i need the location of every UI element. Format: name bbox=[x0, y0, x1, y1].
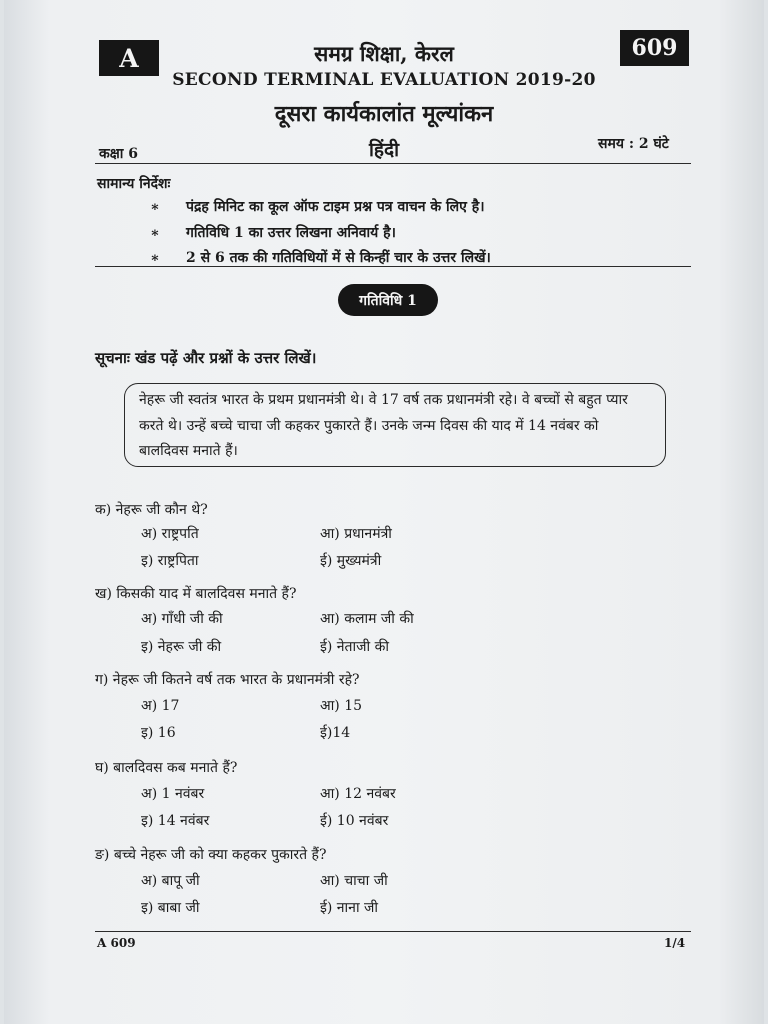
answer-option: ई) मुख्यमंत्री bbox=[320, 553, 382, 569]
question-text: घ) बालदिवस कब मनाते हैं? bbox=[95, 760, 238, 776]
answer-option: अ) राष्ट्रपति bbox=[141, 526, 199, 542]
question-text: ख) किसकी याद में बालदिवस मनाते हैं? bbox=[95, 586, 297, 602]
answer-option: ई) नेताजी की bbox=[320, 639, 390, 655]
answer-option: इ) 14 नवंबर bbox=[141, 813, 210, 829]
paper-code: 609 bbox=[620, 30, 689, 66]
notice-text: सूचनाः खंड पढ़ें और प्रश्नों के उत्तर लिखें। bbox=[95, 349, 317, 367]
class-label: कक्षा 6 bbox=[99, 146, 139, 162]
answer-option: ई)14 bbox=[320, 725, 351, 741]
bullet-icon: ∗ bbox=[150, 225, 160, 241]
answer-option: आ) कलाम जी की bbox=[320, 611, 414, 627]
answer-option: आ) 15 bbox=[320, 698, 363, 714]
header-divider bbox=[95, 163, 691, 164]
exam-title-hindi: दूसरा कार्यकालांत मूल्यांकन bbox=[274, 101, 494, 127]
set-label: A bbox=[99, 40, 159, 76]
footer-divider bbox=[95, 931, 691, 932]
instructions-divider bbox=[95, 266, 691, 267]
page-number: 1/4 bbox=[664, 936, 686, 950]
passage-box: नेहरू जी स्वतंत्र भारत के प्रथम प्रधानमंत्री थे। वे 17 वर्ष तक प्रधानमंत्री रहे। वे बच्चों से बहुत प्यार करते थे। उन्हें बच्चे चाचा जी कहकर पुकारते हैं। उनके जन्म दिवस की याद में 14 नवंबर को बालदिवस मनाते हैं। bbox=[124, 383, 666, 467]
answer-option: इ) बाबा जी bbox=[141, 900, 200, 916]
answer-option: इ) 16 bbox=[141, 725, 176, 741]
answer-option: आ) चाचा जी bbox=[320, 873, 388, 889]
answer-option: इ) नेहरू जी की bbox=[141, 639, 222, 655]
answer-option: ई) 10 नवंबर bbox=[320, 813, 389, 829]
question-text: ग) नेहरू जी कितने वर्ष तक भारत के प्रधानमंत्री रहे? bbox=[95, 672, 360, 688]
exam-title-english: SECOND TERMINAL EVALUATION 2019-20 bbox=[172, 70, 596, 90]
question-text: ङ) बच्चे नेहरू जी को क्या कहकर पुकारते हैं? bbox=[95, 847, 327, 863]
question-text: क) नेहरू जी कौन थे? bbox=[95, 502, 208, 518]
answer-option: अ) बापू जी bbox=[141, 873, 200, 889]
answer-option: अ) 17 bbox=[141, 698, 180, 714]
subject-title: हिंदी bbox=[368, 139, 400, 161]
footer-code: A 609 bbox=[97, 936, 136, 950]
bullet-icon: ∗ bbox=[150, 199, 160, 215]
answer-option: आ) प्रधानमंत्री bbox=[320, 526, 392, 542]
activity-label: गतिविधि 1 bbox=[338, 284, 438, 316]
bullet-icon: ∗ bbox=[150, 250, 160, 266]
instruction-item: ∗ 2 से 6 तक की गतिविधियों में से किन्हीं चार के उत्तर लिखें। bbox=[150, 250, 491, 266]
organization-title: समग्र शिक्षा, केरल bbox=[314, 41, 454, 66]
answer-option: अ) गाँधी जी की bbox=[141, 611, 223, 627]
answer-option: आ) 12 नवंबर bbox=[320, 786, 396, 802]
answer-option: अ) 1 नवंबर bbox=[141, 786, 205, 802]
instruction-item: ∗ पंद्रह मिनिट का कूल ऑफ टाइम प्रश्न पत्र वाचन के लिए है। bbox=[150, 199, 485, 215]
instructions-title: सामान्य निर्देशः bbox=[97, 176, 171, 192]
time-label: समय : 2 घंटे bbox=[598, 136, 669, 152]
answer-option: इ) राष्ट्रपिता bbox=[141, 553, 199, 569]
instruction-item: ∗ गतिविधि 1 का उत्तर लिखना अनिवार्य है। bbox=[150, 225, 396, 241]
answer-option: ई) नाना जी bbox=[320, 900, 379, 916]
